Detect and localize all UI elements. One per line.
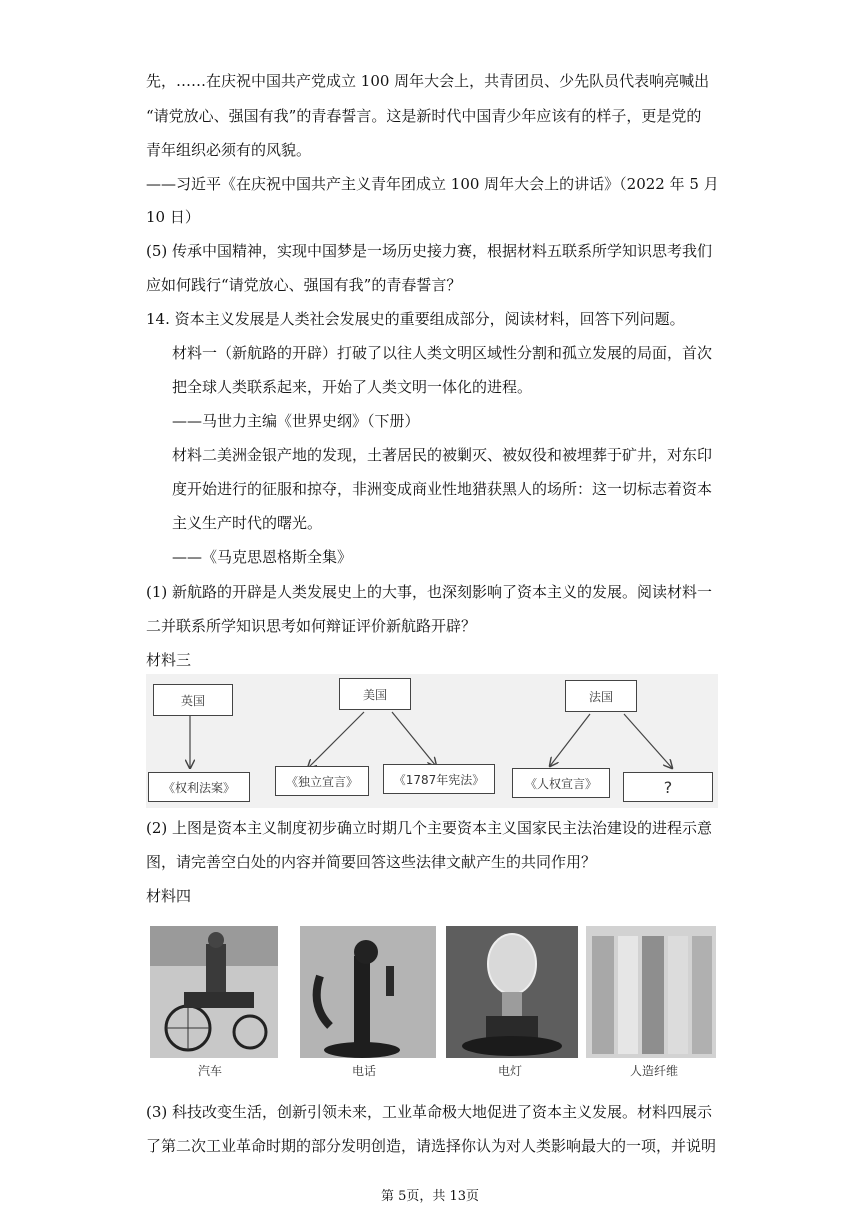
car-caption: 汽车: [198, 1064, 223, 1078]
telephone-caption: 电话: [352, 1064, 377, 1078]
question-3-cont: 了第二次工业革命时期的部分发明创造，请选择你认为对人类影响最大的一项，并说明: [146, 1137, 717, 1155]
car-icon: [150, 926, 278, 1058]
legal-development-diagram: [146, 674, 718, 808]
question-5: (5) 传承中国精神，实现中国梦是一场历史接力赛，根据材料五联系所学知识思考我们: [146, 242, 713, 260]
bill-of-rights-box: 《权利法案》: [148, 772, 250, 802]
question-1: (1) 新航路的开辟是人类发展史上的大事，也深刻影响了资本主义的发展。阅读材料一: [146, 583, 713, 601]
usa-box: 美国: [339, 678, 411, 710]
light-bulb-photo: [446, 926, 578, 1058]
question-2-cont: 图，请完善空白处的内容并简要回答这些法律文献产生的共同作用？: [146, 853, 597, 871]
material-one: 材料一（新航路的开辟）打破了以往人类文明区域性分割和孤立发展的局面，首次: [172, 344, 713, 362]
question-14: 14. 资本主义发展是人类社会发展史的重要组成部分，阅读材料，回答下列问题。: [146, 310, 685, 328]
material-two: 材料二美洲金银产地的发现，土著居民的被剿灭、被奴役和被埋葬于矿井，对东印: [172, 446, 713, 464]
rights-of-man-box: 《人权宣言》: [512, 768, 610, 798]
question-3: (3) 科技改变生活，创新引领未来，工业革命极大地促进了资本主义发展。材料四展示: [146, 1103, 713, 1121]
material-two-cont: 主义生产时代的曙光。: [172, 514, 323, 532]
text-line: 青年组织必须有的风貌。: [146, 141, 312, 159]
text-line: “请党放心、强国有我”的青春誓言。这是新时代中国青少年应该有的样子，更是党的: [146, 107, 702, 125]
question-2: (2) 上图是资本主义制度初步确立时期几个主要资本主义国家民主法治建设的进程示意: [146, 819, 713, 837]
rayon-photo: [586, 926, 716, 1058]
citation-line: ——马世力主编《世界史纲》（下册）: [172, 412, 420, 430]
unknown-box: ?: [623, 772, 713, 802]
constitution-1787-box: 《1787年宪法》: [383, 764, 495, 794]
material-one-cont: 把全球人类联系起来，开始了人类文明一体化的进程。: [172, 378, 533, 396]
page-footer: 第 5页，共 13页: [380, 1189, 480, 1204]
light-bulb-icon: [446, 926, 578, 1058]
citation-line: 10 日）: [146, 208, 200, 226]
rayon-icon: [586, 926, 716, 1058]
rayon-caption: 人造纤维: [630, 1064, 679, 1078]
telephone-icon: [300, 926, 436, 1058]
question-1-cont: 二并联系所学知识思考如何辩证评价新航路开辟？: [146, 617, 477, 635]
invention-photos: [146, 920, 718, 1082]
question-5-cont: 应如何践行“请党放心、强国有我”的青春誓言？: [146, 276, 462, 294]
england-box: 英国: [153, 684, 233, 716]
telephone-photo: [300, 926, 436, 1058]
car-photo: [150, 926, 278, 1058]
citation-line: ——习近平《在庆祝中国共产主义青年团成立 100 周年大会上的讲话》（2022 年 5 月: [146, 175, 719, 193]
declaration-independence-box: 《独立宣言》: [275, 766, 369, 796]
material-two-cont: 度开始进行的征服和掠夺，非洲变成商业性地猎获黑人的场所：这一切标志着资本: [172, 480, 713, 498]
material-three-label: 材料三: [146, 651, 192, 669]
material-four-label: 材料四: [146, 887, 192, 905]
text-line: 先，……在庆祝中国共产党成立 100 周年大会上，共青团员、少先队员代表响亮喊出: [146, 72, 710, 90]
light-bulb-caption: 电灯: [498, 1064, 523, 1078]
france-box: 法国: [565, 680, 637, 712]
citation-line: ——《马克思恩格斯全集》: [172, 548, 353, 566]
